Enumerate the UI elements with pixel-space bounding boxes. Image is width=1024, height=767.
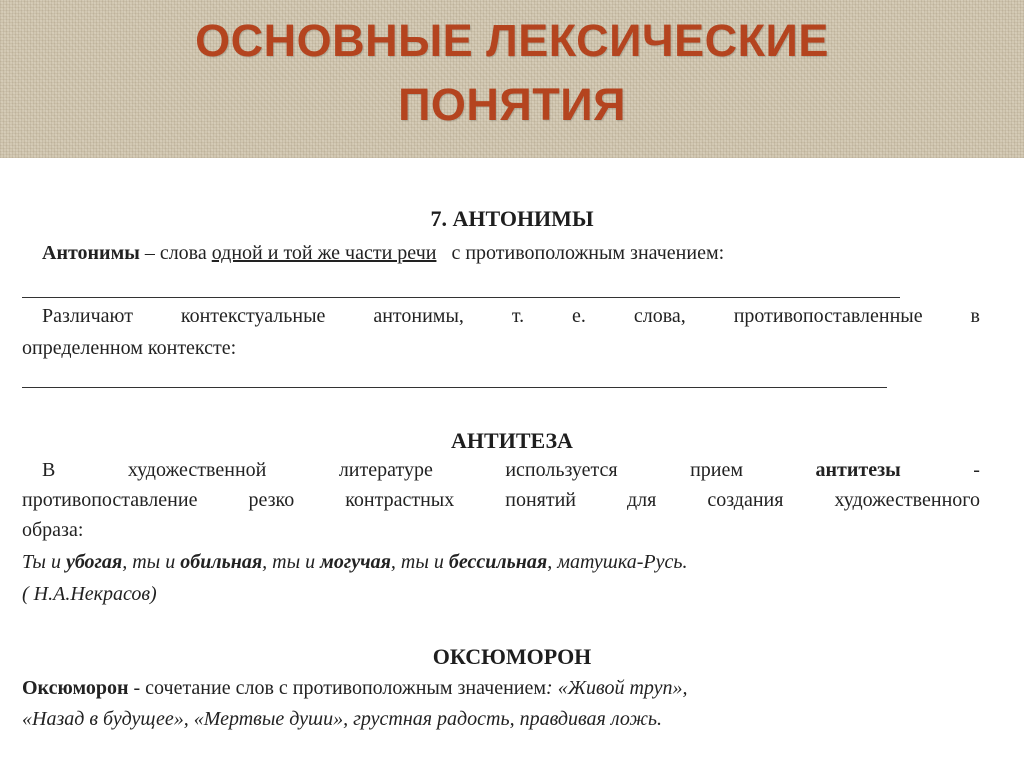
antonyms-definition-rest: с противоположным значением: (451, 242, 725, 264)
antonyms-term: Антонимы (42, 242, 140, 264)
antithesis-word: В (42, 459, 56, 481)
quote-text: , ты и (122, 551, 181, 573)
antithesis-dash: - (973, 459, 980, 481)
antithesis-word: прием (690, 459, 744, 481)
quote-bold-word: бессильная (448, 551, 548, 573)
page-title-line2: ПОНЯТИЯ (398, 79, 626, 130)
oxymoron-examples-start: : «Живой труп», (546, 677, 688, 699)
antonyms-heading: 7. АНТОНИМЫ (430, 206, 594, 231)
quote-text: , ты и (262, 551, 321, 573)
oxymoron-heading: ОКСЮМОРОН (432, 644, 592, 669)
header-banner (0, 0, 1024, 158)
antonyms-definition (42, 242, 724, 265)
quote-text: Ты и (22, 551, 66, 573)
blank-answer-line-2 (22, 387, 887, 388)
antithesis-line2: противопоставление резко контрастных понятий для создания художественного (22, 489, 980, 511)
quote-text: , ты и (390, 551, 449, 573)
antithesis-word: художественной (127, 459, 267, 481)
quote-bold-word: убогая (65, 551, 123, 573)
antithesis-example-quote (22, 551, 687, 574)
antithesis-heading: АНТИТЕЗА (451, 428, 573, 453)
document-body (0, 158, 1024, 767)
antithesis-term: антитезы (815, 459, 901, 481)
antonyms-underlined-phrase: одной и той же части речи (211, 242, 437, 264)
antithesis-author: ( Н.А.Некрасов) (22, 583, 157, 605)
page-title-line1: ОСНОВНЫЕ ЛЕКСИЧЕСКИЕ (195, 15, 829, 66)
contextual-antonyms-line1: Различают контекстуальные антонимы, т. е. слова, противопоставленные в (42, 305, 980, 327)
oxymoron-examples: «Назад в будущее», «Мертвые души», грустная радость, правдивая ложь. (22, 708, 663, 730)
quote-text: , матушка-Русь. (547, 551, 688, 573)
antithesis-word: литературе (338, 459, 433, 481)
blank-answer-line-1 (22, 297, 900, 298)
antithesis-line1 (42, 459, 980, 482)
antonyms-dash: – слова (139, 242, 212, 264)
contextual-antonyms-line2: определенном контексте: (22, 337, 237, 359)
oxymoron-term: Оксюморон (22, 677, 129, 699)
oxymoron-definition (22, 677, 688, 700)
antithesis-word: используется (505, 459, 618, 481)
oxymoron-def-text: - сочетание слов с противоположным значением (128, 677, 547, 699)
quote-bold-word: обильная (180, 551, 263, 573)
quote-bold-word: могучая (320, 551, 391, 573)
antithesis-line3: образа: (22, 519, 84, 541)
